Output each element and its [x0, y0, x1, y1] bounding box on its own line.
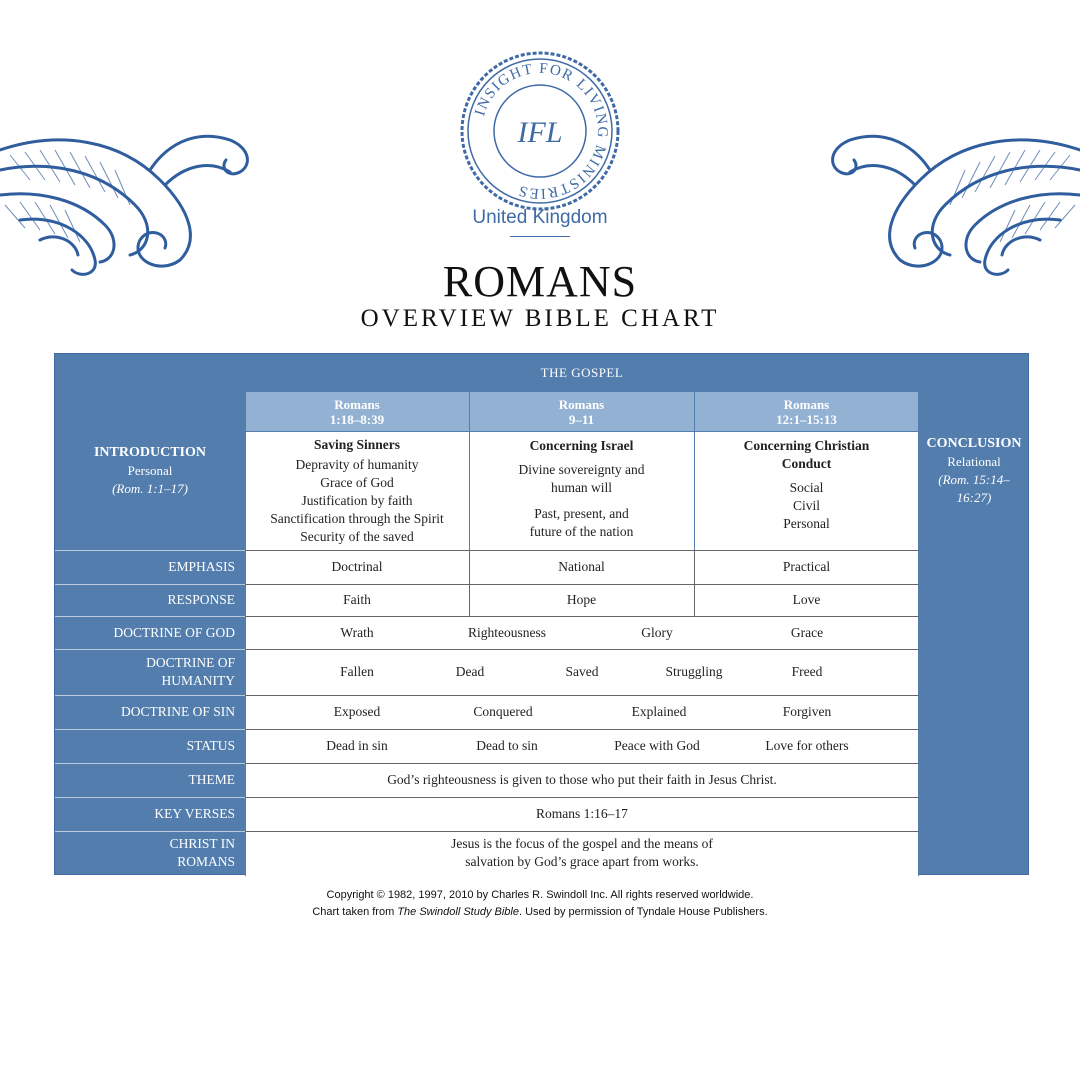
section-item: Security of the saved — [300, 528, 414, 544]
row-label-status: STATUS — [186, 738, 235, 753]
section-ref-1 — [245, 392, 469, 431]
conclusion-sub: Relational — [947, 454, 1001, 469]
doctrine-of-sin-value: Conquered — [473, 704, 533, 719]
row-label-response: RESPONSE — [167, 592, 235, 607]
copyright-line-1: Copyright © 1982, 1997, 2010 by Charles R. Swindoll Inc. All rights reserved worldwide. — [326, 889, 754, 901]
row-label-doctrine-of-sin: DOCTRINE OF SIN — [120, 704, 235, 719]
row-label-theme: THEME — [188, 772, 235, 787]
section-item: Justification by faith — [301, 492, 413, 508]
doctrine-of-god-value: Glory — [641, 624, 673, 640]
introduction-block — [55, 354, 245, 550]
doctrine-of-humanity-value: Saved — [565, 664, 599, 679]
copyright-line-2 — [0, 904, 1080, 921]
section-content-3 — [694, 431, 919, 550]
section-ref-3 — [694, 392, 919, 431]
status-value: Dead in sin — [326, 738, 388, 753]
response-value: Love — [792, 592, 821, 607]
row-label-text: CHRIST IN ROMANS — [169, 836, 235, 869]
section-heading: Concerning Christian Conduct — [743, 438, 870, 471]
ministry-seal-logo — [459, 50, 621, 212]
section-range: 9–11 — [568, 411, 595, 427]
section-content-1 — [245, 431, 469, 550]
doctrine-of-sin-value: Exposed — [333, 704, 381, 719]
section-book: Romans — [558, 396, 605, 412]
status-value: Peace with God — [614, 738, 700, 753]
row-label-christ-in-romans — [55, 831, 245, 875]
gospel-banner-label: THE GOSPEL — [540, 365, 624, 380]
section-content-2 — [469, 431, 694, 550]
status-value: Dead to sin — [476, 738, 538, 753]
section-ref-2 — [469, 392, 694, 431]
conclusion-heading: CONCLUSION — [926, 436, 1022, 451]
emphasis-value: Practical — [782, 559, 831, 574]
gospel-banner — [245, 354, 919, 392]
conclusion-ref: (Rom. 15:14–16:27) — [938, 472, 1010, 505]
response-value: Hope — [566, 592, 597, 607]
section-item: Social — [789, 480, 824, 495]
doctrine-of-humanity-value: Struggling — [665, 664, 723, 679]
doctrine-of-god-value: Righteousness — [467, 624, 546, 640]
section-heading: Saving Sinners — [314, 436, 400, 452]
introduction-ref: (Rom. 1:1–17) — [112, 481, 188, 496]
introduction-sub: Personal — [127, 463, 173, 478]
row-label-key-verses: KEY VERSES — [154, 806, 235, 821]
row-label-emphasis: EMPHASIS — [168, 559, 235, 574]
section-item: Past, present, and future of the nation — [529, 506, 634, 539]
doctrine-of-sin-value: Explained — [631, 704, 687, 719]
section-book: Romans — [334, 396, 380, 412]
response-value: Faith — [343, 592, 371, 607]
copyright-notice — [0, 887, 1080, 921]
svg-text:INSIGHT FOR LIVING MINISTRIES: INSIGHT FOR LIVING MINISTRIES — [472, 60, 611, 202]
christ-in-romans-value — [245, 831, 919, 875]
copyright-line-2-pre: Chart taken from — [312, 906, 398, 918]
introduction-heading: INTRODUCTION — [93, 445, 206, 460]
doctrine-of-god-value: Grace — [790, 624, 824, 640]
section-item: Personal — [783, 516, 830, 531]
section-range: 1:18–8:39 — [329, 411, 385, 427]
conclusion-block — [919, 354, 1029, 550]
acanthus-flourish-right-icon — [820, 110, 1080, 280]
section-item: Grace of God — [320, 474, 394, 490]
acanthus-flourish-left-icon — [0, 110, 260, 280]
section-range: 12:1–15:13 — [776, 411, 837, 427]
christ-in-romans-text: Jesus is the focus of the gospel and the means of salvation by God’s grace apart from works. — [451, 836, 713, 869]
doctrine-of-humanity-value: Fallen — [340, 664, 374, 679]
svg-text:IFL: IFL — [517, 116, 563, 149]
section-item: Divine sovereignty and human will — [518, 462, 645, 495]
row-label-text: DOCTRINE OF HUMANITY — [146, 655, 235, 688]
copyright-book-title: The Swindoll Study Bible — [397, 906, 519, 918]
overview-chart — [54, 353, 1029, 875]
key-verses-value: Romans 1:16–17 — [536, 806, 628, 821]
section-book: Romans — [783, 396, 830, 412]
brand-divider — [510, 236, 570, 237]
section-item: Depravity of humanity — [295, 456, 419, 472]
section-item: Sanctification through the Spirit — [270, 510, 444, 526]
status-value: Love for others — [765, 738, 849, 753]
section-heading: Concerning Israel — [529, 438, 634, 453]
emphasis-value: National — [558, 559, 605, 574]
doctrine-of-sin-value: Forgiven — [782, 704, 832, 719]
emphasis-value: Doctrinal — [331, 559, 383, 574]
section-item: Civil — [792, 498, 820, 513]
page-title: ROMANS — [442, 257, 638, 306]
copyright-line-2-post: . Used by permission of Tyndale House Publishers. — [519, 906, 768, 918]
doctrine-of-humanity-value: Freed — [791, 664, 823, 679]
row-label-doctrine-of-humanity — [55, 649, 245, 695]
doctrine-of-humanity-value: Dead — [455, 664, 485, 679]
brand-region: United Kingdom — [472, 207, 608, 228]
theme-value: God’s righteousness is given to those who put their faith in Jesus Christ. — [387, 772, 777, 787]
row-label-doctrine-of-god: DOCTRINE OF GOD — [113, 624, 235, 640]
page-subtitle: OVERVIEW BIBLE CHART — [360, 305, 720, 332]
doctrine-of-god-value: Wrath — [340, 624, 374, 640]
